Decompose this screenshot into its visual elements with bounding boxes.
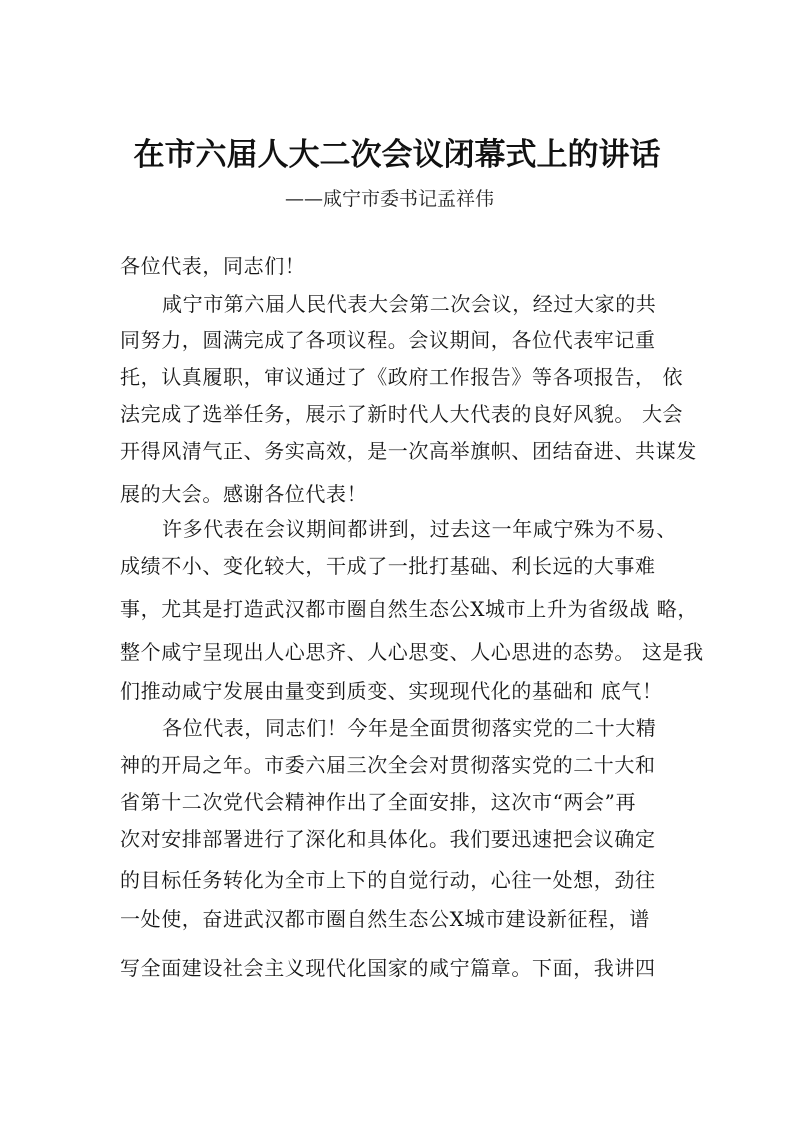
text-line: 整个咸宁呈现出人心思齐、人心思变、人心思进的态势。 这是我 xyxy=(120,640,704,664)
text-line: 省第十二次党代会精神作出了全面安排，这次市“两会”再 xyxy=(120,790,637,814)
text-line: 的目标任务转化为全市上下的自觉行动，心往一处想，劲往 xyxy=(120,868,656,892)
text-line: 一处使，奋进武汉都市圈自然生态公X城市建设新征程，谱 xyxy=(120,907,650,931)
text-line: 同努力，圆满完成了各项议程。会议期间，各位代表牢记重 xyxy=(120,328,656,352)
text-line: 展的大会。感谢各位代表！ xyxy=(120,482,368,506)
text-line: 各位代表，同志们！今年是全面贯彻落实党的二十大精 xyxy=(162,716,657,740)
text-line: 神的开局之年。市委六届三次全会对贯彻落实党的二十大和 xyxy=(120,753,656,777)
text-line: 成绩不小、变化较大，干成了一批打基础、利长远的大事难 xyxy=(120,554,656,578)
text-line: 法完成了选举任务，展示了新时代人大代表的良好风貌。 大会 xyxy=(120,402,684,426)
text-line: 托，认真履职，审议通过了《政府工作报告》等各项报告， 依 xyxy=(120,365,684,389)
text-line: 次对安排部署进行了深化和具体化。我们要迅速把会议确定 xyxy=(120,827,656,851)
text-line: 们推动咸宁发展由量变到质变、实现现代化的基础和 底气！ xyxy=(120,679,663,703)
salutation: 各位代表，同志们！ xyxy=(120,254,306,278)
text-line: 写全面建设社会主义现代化国家的咸宁篇章。下面，我讲四 xyxy=(120,956,656,980)
text-line: 事，尤其是打造武汉都市圈自然生态公X城市上升为省级战 略， xyxy=(120,597,698,621)
page-subtitle: ——咸宁市委书记孟祥伟 xyxy=(285,188,495,210)
text-line: 许多代表在会议期间都讲到，过去这一年咸宁殊为不易、 xyxy=(162,517,677,541)
text-line: 开得风清气正、务实高效，是一次高举旗帜、团结奋进、共谋发 xyxy=(120,439,697,463)
text-line: 咸宁市第六届人民代表大会第二次会议，经过大家的共 xyxy=(162,292,657,316)
page-title: 在市六届人大二次会议闭幕式上的讲话 xyxy=(133,137,661,173)
